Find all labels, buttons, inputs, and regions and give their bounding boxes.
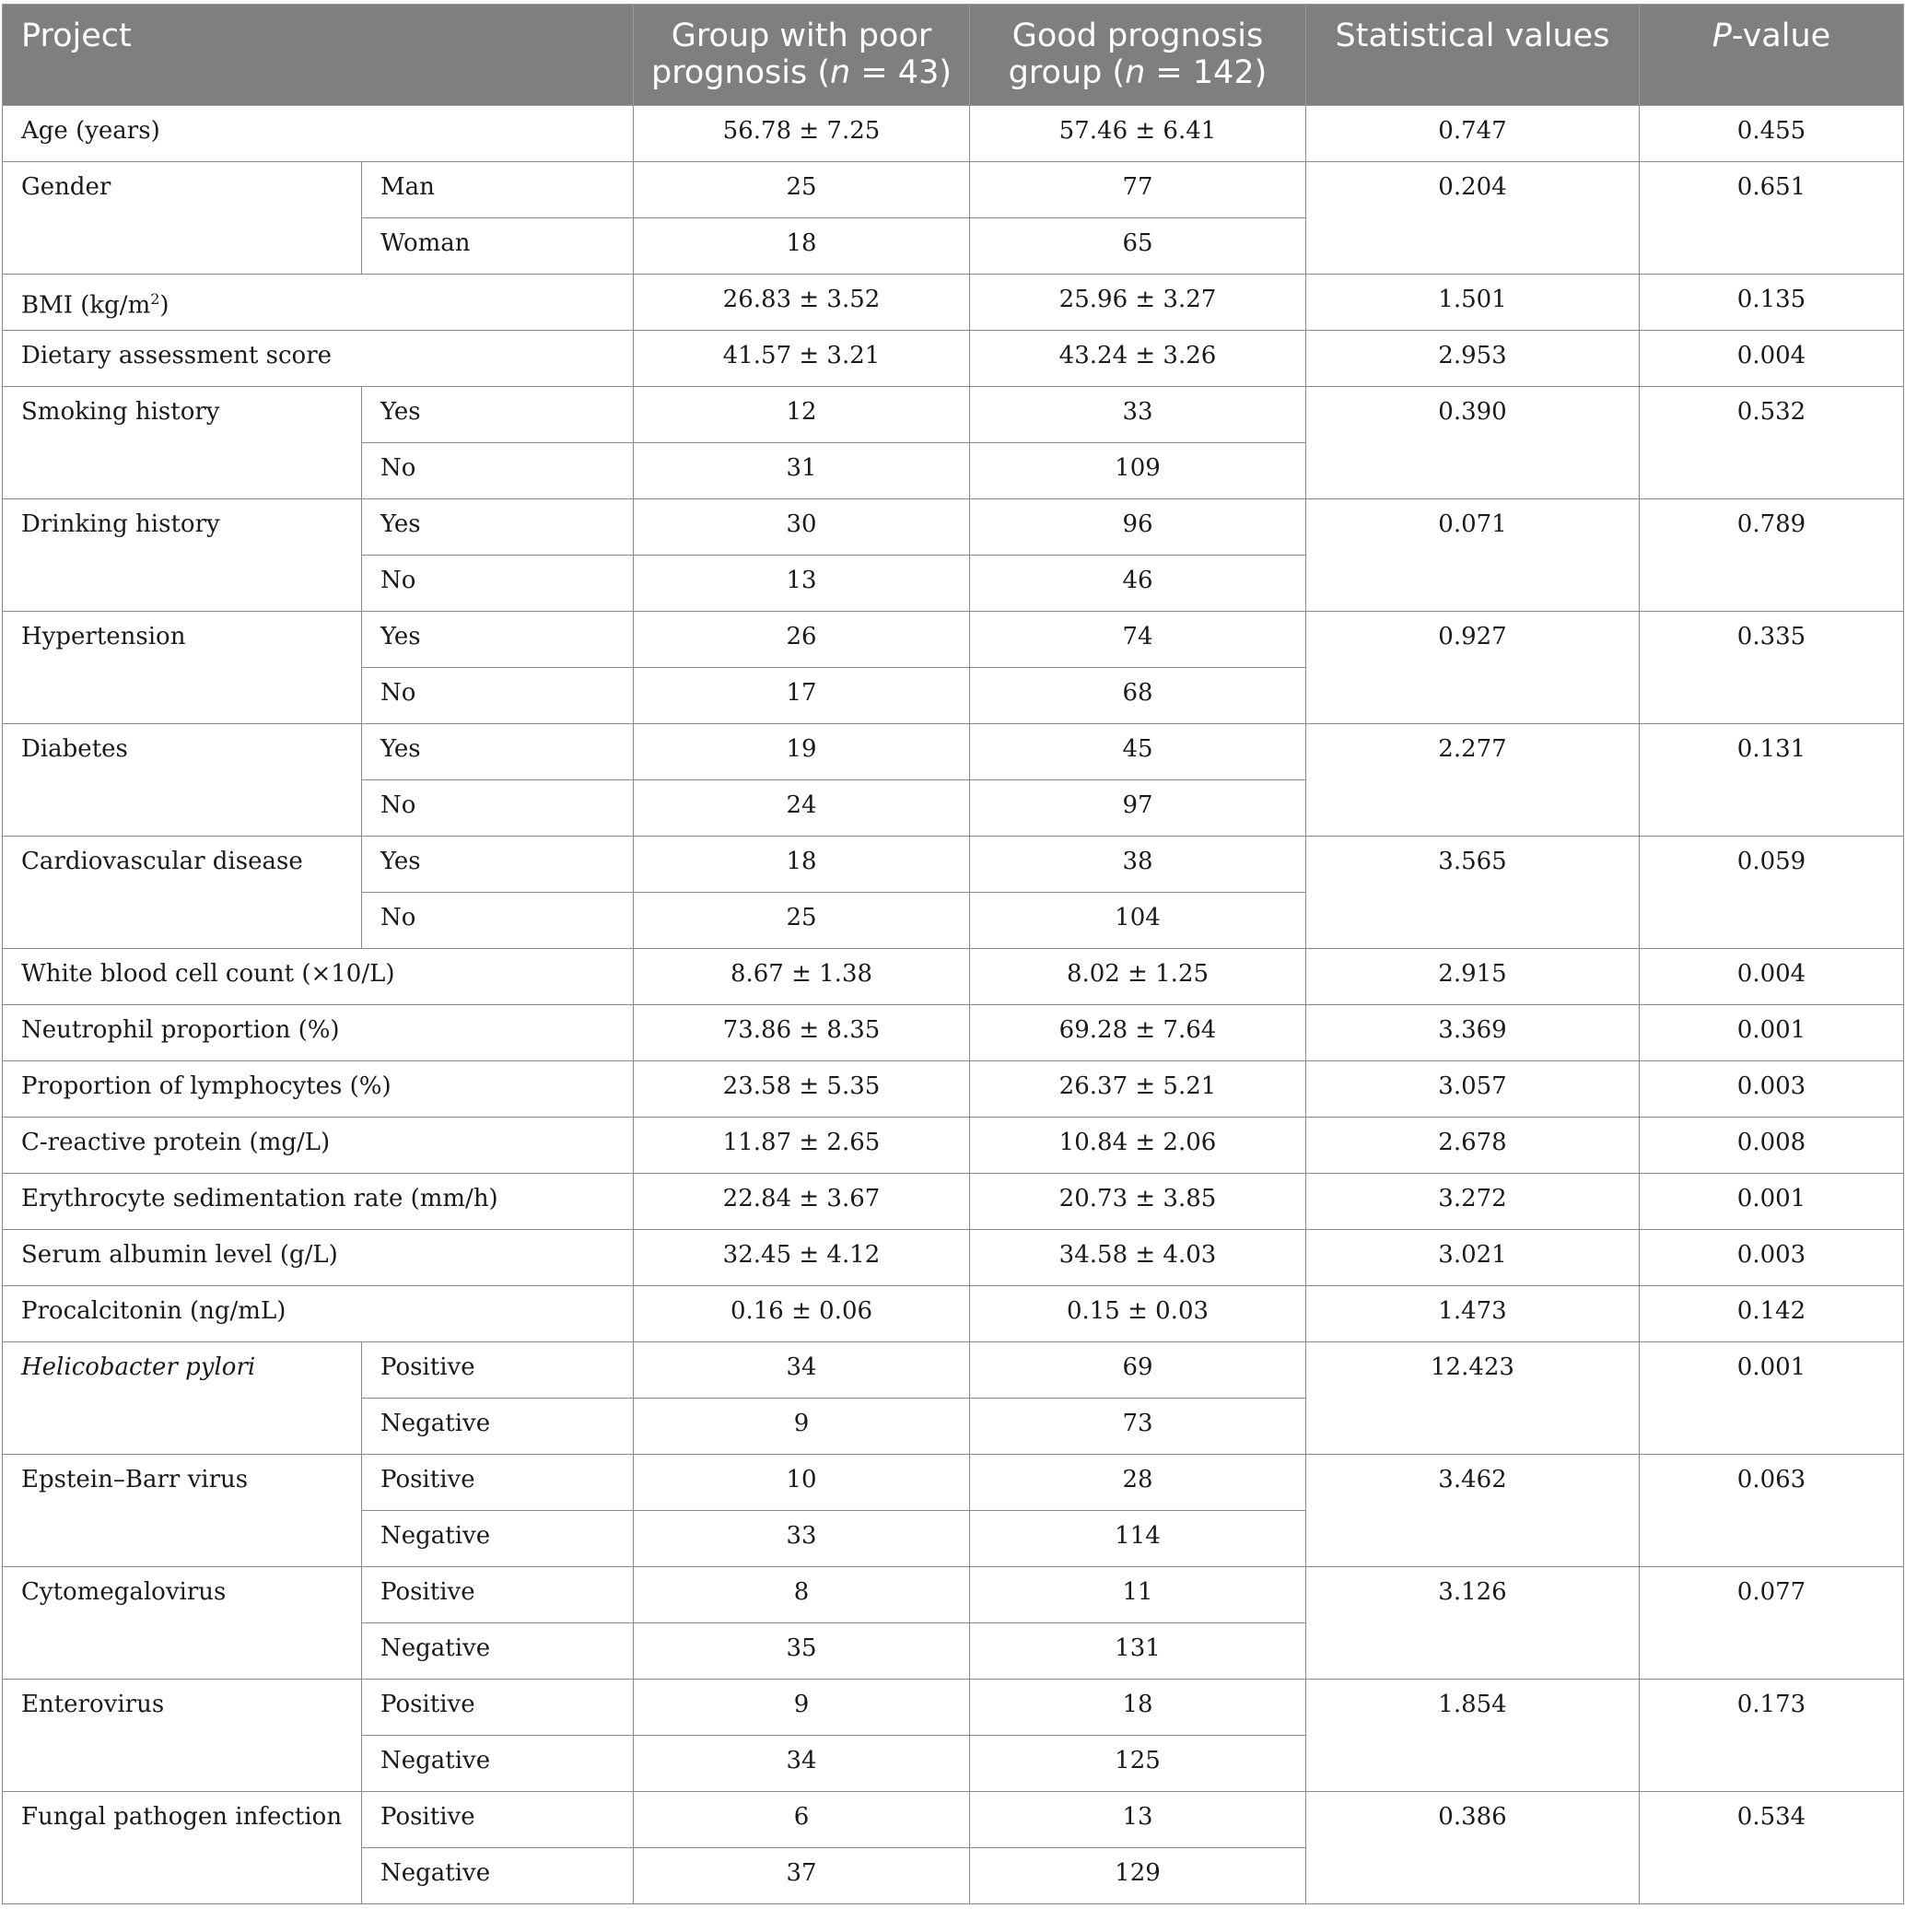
cell-good: 11 <box>970 1567 1306 1623</box>
cell-poor: 33 <box>634 1511 970 1567</box>
cell-stat: 0.204 <box>1306 162 1640 275</box>
cell-poor: 17 <box>634 668 970 724</box>
row-label: Cytomegalovirus <box>3 1567 362 1680</box>
cell-poor: 10 <box>634 1455 970 1511</box>
row-label: Drinking history <box>3 499 362 612</box>
cell-poor: 35 <box>634 1623 970 1680</box>
cell-poor: 18 <box>634 837 970 893</box>
table-row-age <box>3 106 1904 162</box>
cell-good: 97 <box>970 780 1306 837</box>
cell-poor: 23.58 ± 5.35 <box>634 1061 970 1118</box>
cell-good: 46 <box>970 556 1306 612</box>
cell-stat: 1.473 <box>1306 1286 1640 1342</box>
cell-good: 20.73 ± 3.85 <box>970 1174 1306 1230</box>
table-row-fungal <box>3 1792 1904 1848</box>
cell-stat: 0.390 <box>1306 387 1640 499</box>
row-label: White blood cell count (×10/L) <box>3 949 634 1005</box>
row-sublabel: Negative <box>362 1399 634 1455</box>
row-label: Age (years) <box>3 106 634 162</box>
cell-good: 28 <box>970 1455 1306 1511</box>
row-label: C-reactive protein (mg/L) <box>3 1118 634 1174</box>
row-sublabel: Man <box>362 162 634 218</box>
cell-poor: 9 <box>634 1399 970 1455</box>
cell-p: 0.651 <box>1640 162 1904 275</box>
table-row-diet <box>3 331 1904 387</box>
row-label: Serum albumin level (g/L) <box>3 1230 634 1286</box>
row-sublabel: No <box>362 443 634 499</box>
row-sublabel: No <box>362 668 634 724</box>
row-label: Erythrocyte sedimentation rate (mm/h) <box>3 1174 634 1230</box>
cell-poor: 30 <box>634 499 970 556</box>
cell-poor: 26 <box>634 612 970 668</box>
cell-p: 0.004 <box>1640 949 1904 1005</box>
row-label: Helicobacter pylori <box>3 1342 362 1455</box>
cell-stat: 0.927 <box>1306 612 1640 724</box>
cell-poor: 25 <box>634 162 970 218</box>
cell-poor: 19 <box>634 724 970 780</box>
row-sublabel: Positive <box>362 1792 634 1848</box>
row-sublabel: Yes <box>362 499 634 556</box>
cell-p: 0.001 <box>1640 1174 1904 1230</box>
table-row-diabetes <box>3 724 1904 780</box>
table-row-smoking <box>3 387 1904 443</box>
cell-stat: 3.057 <box>1306 1061 1640 1118</box>
table-row-cardiovascular <box>3 837 1904 893</box>
row-label: Dietary assessment score <box>3 331 634 387</box>
cell-good: 109 <box>970 443 1306 499</box>
table-row-procalcitonin <box>3 1286 1904 1342</box>
row-label: Proportion of lymphocytes (%) <box>3 1061 634 1118</box>
row-label: Procalcitonin (ng/mL) <box>3 1286 634 1342</box>
cell-good: 125 <box>970 1736 1306 1792</box>
cell-poor: 34 <box>634 1736 970 1792</box>
row-sublabel: No <box>362 893 634 949</box>
cell-stat: 0.747 <box>1306 106 1640 162</box>
cell-stat: 3.462 <box>1306 1455 1640 1567</box>
cell-stat: 2.953 <box>1306 331 1640 387</box>
cell-poor: 0.16 ± 0.06 <box>634 1286 970 1342</box>
cell-good: 25.96 ± 3.27 <box>970 275 1306 331</box>
cell-good: 45 <box>970 724 1306 780</box>
row-sublabel: Negative <box>362 1511 634 1567</box>
cell-stat: 1.854 <box>1306 1680 1640 1792</box>
cell-good: 43.24 ± 3.26 <box>970 331 1306 387</box>
cell-poor: 24 <box>634 780 970 837</box>
table-row-helicobacter <box>3 1342 1904 1399</box>
row-sublabel: No <box>362 556 634 612</box>
cell-p: 0.173 <box>1640 1680 1904 1792</box>
cell-poor: 32.45 ± 4.12 <box>634 1230 970 1286</box>
cell-stat: 3.369 <box>1306 1005 1640 1061</box>
cell-p: 0.142 <box>1640 1286 1904 1342</box>
cell-good: 38 <box>970 837 1306 893</box>
cell-good: 131 <box>970 1623 1306 1680</box>
table-row-wbc <box>3 949 1904 1005</box>
cell-poor: 8 <box>634 1567 970 1623</box>
cell-poor: 18 <box>634 218 970 275</box>
table-row-enterovirus <box>3 1680 1904 1736</box>
cell-good: 68 <box>970 668 1306 724</box>
table-row-gender <box>3 162 1904 218</box>
cell-stat: 3.126 <box>1306 1567 1640 1680</box>
row-sublabel: Woman <box>362 218 634 275</box>
cell-good: 8.02 ± 1.25 <box>970 949 1306 1005</box>
row-sublabel: Positive <box>362 1342 634 1399</box>
cell-good: 33 <box>970 387 1306 443</box>
cell-good: 57.46 ± 6.41 <box>970 106 1306 162</box>
cell-poor: 22.84 ± 3.67 <box>634 1174 970 1230</box>
cell-good: 13 <box>970 1792 1306 1848</box>
cell-poor: 12 <box>634 387 970 443</box>
row-label: BMI $(kg/m^2)$ <box>3 275 634 331</box>
cell-p: 0.789 <box>1640 499 1904 612</box>
cell-p: 0.532 <box>1640 387 1904 499</box>
cell-poor: 41.57 ± 3.21 <box>634 331 970 387</box>
cell-p: 0.008 <box>1640 1118 1904 1174</box>
row-sublabel: Yes <box>362 612 634 668</box>
cell-p: 0.077 <box>1640 1567 1904 1680</box>
table-row-bmi <box>3 275 1904 331</box>
cell-good: 65 <box>970 218 1306 275</box>
cell-good: 77 <box>970 162 1306 218</box>
row-label: Fungal pathogen infection <box>3 1792 362 1904</box>
cell-good: 74 <box>970 612 1306 668</box>
row-sublabel: Yes <box>362 837 634 893</box>
cell-poor: 11.87 ± 2.65 <box>634 1118 970 1174</box>
cell-p: 0.003 <box>1640 1230 1904 1286</box>
cell-poor: 37 <box>634 1848 970 1904</box>
cell-p: 0.131 <box>1640 724 1904 837</box>
table-row-albumin <box>3 1230 1904 1286</box>
header-project: Project <box>3 5 634 106</box>
row-label: Epstein–Barr virus <box>3 1455 362 1567</box>
row-sublabel: Yes <box>362 724 634 780</box>
row-label: Hypertension <box>3 612 362 724</box>
cell-stat: 2.678 <box>1306 1118 1640 1174</box>
cell-stat: 2.915 <box>1306 949 1640 1005</box>
cell-poor: 56.78 ± 7.25 <box>634 106 970 162</box>
cell-stat: 0.386 <box>1306 1792 1640 1904</box>
cell-good: 69 <box>970 1342 1306 1399</box>
row-label: Enterovirus <box>3 1680 362 1792</box>
cell-good: 129 <box>970 1848 1306 1904</box>
cell-p: 0.004 <box>1640 331 1904 387</box>
cell-poor: 6 <box>634 1792 970 1848</box>
cell-p: 0.059 <box>1640 837 1904 949</box>
cell-good: 96 <box>970 499 1306 556</box>
cell-stat: 0.071 <box>1306 499 1640 612</box>
header-poor-prognosis: Group with poor prognosis (n = 43) <box>634 5 970 106</box>
row-sublabel: Negative <box>362 1623 634 1680</box>
cell-poor: 13 <box>634 556 970 612</box>
table-row-esr <box>3 1174 1904 1230</box>
header-good-prognosis: Good prognosis group (n = 142) <box>970 5 1306 106</box>
row-label: Diabetes <box>3 724 362 837</box>
row-label: Neutrophil proportion (%) <box>3 1005 634 1061</box>
row-sublabel: No <box>362 780 634 837</box>
row-label: Gender <box>3 162 362 275</box>
cell-poor: 26.83 ± 3.52 <box>634 275 970 331</box>
cell-p: 0.135 <box>1640 275 1904 331</box>
row-sublabel: Positive <box>362 1680 634 1736</box>
cell-poor: 25 <box>634 893 970 949</box>
table-row-crp <box>3 1118 1904 1174</box>
cell-stat: 3.021 <box>1306 1230 1640 1286</box>
cell-good: 0.15 ± 0.03 <box>970 1286 1306 1342</box>
cell-p: 0.003 <box>1640 1061 1904 1118</box>
cell-poor: 34 <box>634 1342 970 1399</box>
cell-stat: 3.565 <box>1306 837 1640 949</box>
data-table <box>2 4 1904 1904</box>
cell-stat: 3.272 <box>1306 1174 1640 1230</box>
cell-good: 104 <box>970 893 1306 949</box>
cell-p: 0.063 <box>1640 1455 1904 1567</box>
cell-p: 0.335 <box>1640 612 1904 724</box>
row-sublabel: Positive <box>362 1455 634 1511</box>
header-row <box>3 5 1904 106</box>
table-row-neutrophil <box>3 1005 1904 1061</box>
cell-p: 0.455 <box>1640 106 1904 162</box>
row-sublabel: Positive <box>362 1567 634 1623</box>
cell-good: 73 <box>970 1399 1306 1455</box>
cell-poor: 9 <box>634 1680 970 1736</box>
cell-stat: 2.277 <box>1306 724 1640 837</box>
row-label: Cardiovascular disease <box>3 837 362 949</box>
table-row-cmv <box>3 1567 1904 1623</box>
cell-stat: 1.501 <box>1306 275 1640 331</box>
cell-poor: 31 <box>634 443 970 499</box>
cell-good: 114 <box>970 1511 1306 1567</box>
table-row-ebv <box>3 1455 1904 1511</box>
cell-stat: 12.423 <box>1306 1342 1640 1455</box>
cell-p: 0.001 <box>1640 1005 1904 1061</box>
cell-good: 10.84 ± 2.06 <box>970 1118 1306 1174</box>
table-row-lymphocytes <box>3 1061 1904 1118</box>
cell-p: 0.534 <box>1640 1792 1904 1904</box>
row-sublabel: Negative <box>362 1848 634 1904</box>
cell-p: 0.001 <box>1640 1342 1904 1455</box>
header-statistical-values: Statistical values <box>1306 5 1640 106</box>
table-row-hypertension <box>3 612 1904 668</box>
table-row-drinking <box>3 499 1904 556</box>
cell-good: 26.37 ± 5.21 <box>970 1061 1306 1118</box>
row-sublabel: Yes <box>362 387 634 443</box>
row-sublabel: Negative <box>362 1736 634 1792</box>
cell-good: 18 <box>970 1680 1306 1736</box>
cell-good: 69.28 ± 7.64 <box>970 1005 1306 1061</box>
row-label: Smoking history <box>3 387 362 499</box>
cell-good: 34.58 ± 4.03 <box>970 1230 1306 1286</box>
header-p-value: P-value <box>1640 5 1904 106</box>
cell-poor: 8.67 ± 1.38 <box>634 949 970 1005</box>
cell-poor: 73.86 ± 8.35 <box>634 1005 970 1061</box>
